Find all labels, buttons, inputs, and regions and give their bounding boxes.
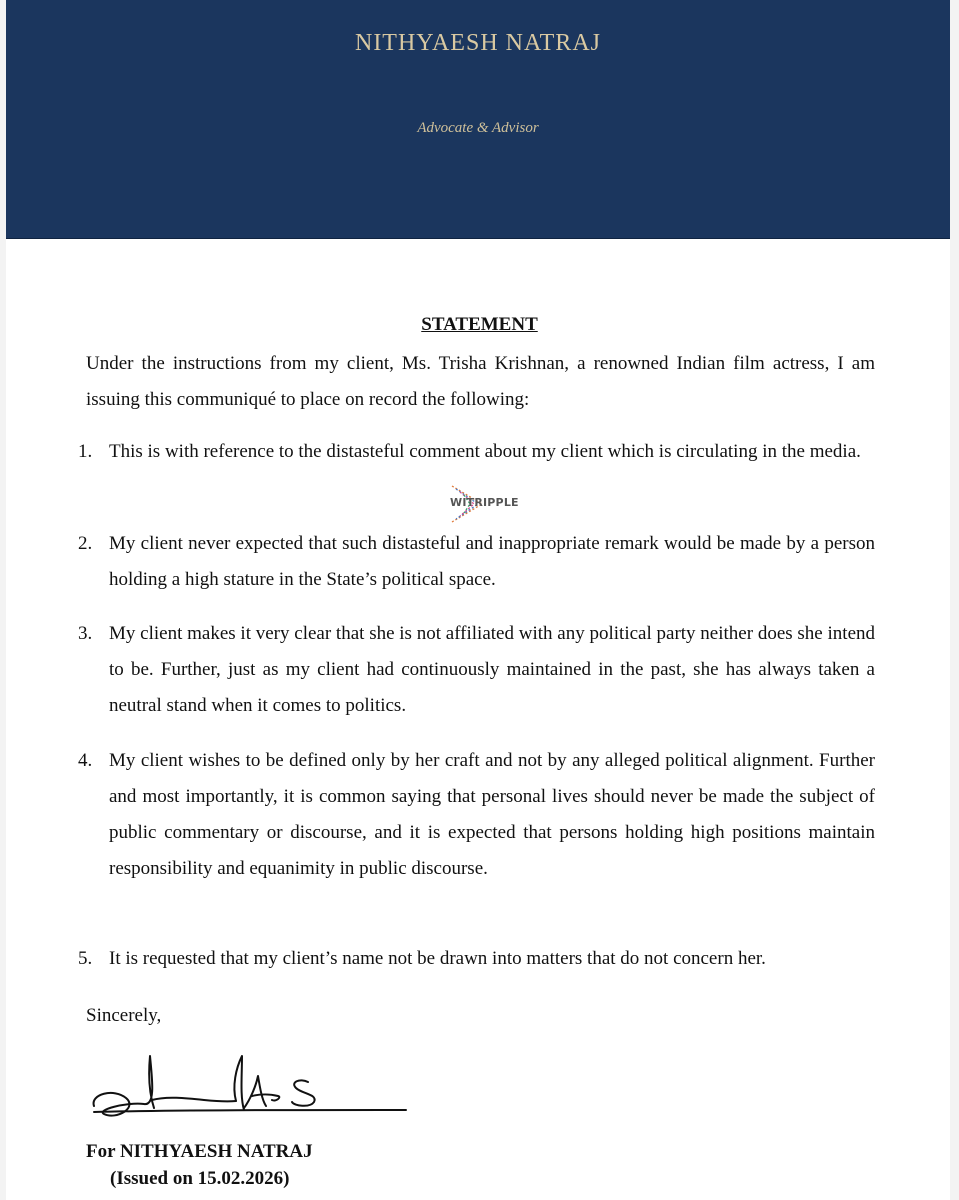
letterhead-subtitle: Advocate & Advisor (417, 120, 539, 136)
list-item (78, 616, 875, 724)
watermark-text: WITRIPPLE (450, 496, 519, 509)
list-item (78, 743, 875, 887)
list-item-text: It is requested that my client’s name not be drawn into matters that do not concern her. (109, 948, 766, 969)
watermark-logo (446, 482, 518, 526)
list-item-number: 5. (78, 948, 93, 969)
closing-text: Sincerely, (86, 1005, 162, 1026)
issued-date: (Issued on 15.02.2026) (110, 1168, 290, 1189)
signatory-name: For NITHYAESH NATRAJ (86, 1141, 313, 1162)
list-item-number: 1. (78, 441, 93, 462)
letterhead-banner (6, 0, 950, 239)
intro-paragraph: Under the instructions from my client, Ms. Trisha Krishnan, a renowned Indian film actress, I am issuing this communiqué to place on record the following: (86, 353, 875, 410)
page-right-edge (950, 0, 959, 1200)
list-item-text: My client makes it very clear that she is not affiliated with any political party neither does she intend to be. Further, just as my client had continuously maintained in the past, she has always taken a neutral stand when it comes to politics. (109, 623, 875, 716)
list-item-text: My client never expected that such distasteful and inappropriate remark would be made by a person holding a high stature in the State’s political space. (109, 533, 875, 590)
letterhead-name: NITHYAESH NATRAJ (354, 30, 601, 56)
list-item (78, 941, 875, 977)
list-item-number: 2. (78, 533, 93, 554)
list-item (78, 434, 875, 470)
list-item-number: 3. (78, 623, 93, 644)
document-title: STATEMENT (421, 314, 538, 335)
list-item-text: My client wishes to be defined only by her craft and not by any alleged political alignment. Further and most importantly, it is common saying that personal lives should never be made the subject of public commentary or discourse, and it is expected that persons holding high positions maintain responsibility and equanimity in public discourse. (109, 750, 875, 879)
handwritten-signature (86, 1048, 416, 1130)
list-item (78, 526, 875, 598)
list-item-number: 4. (78, 750, 93, 771)
signatory-block (86, 1138, 313, 1192)
list-item-text: This is with reference to the distasteful comment about my client which is circulating in the media. (109, 441, 861, 462)
